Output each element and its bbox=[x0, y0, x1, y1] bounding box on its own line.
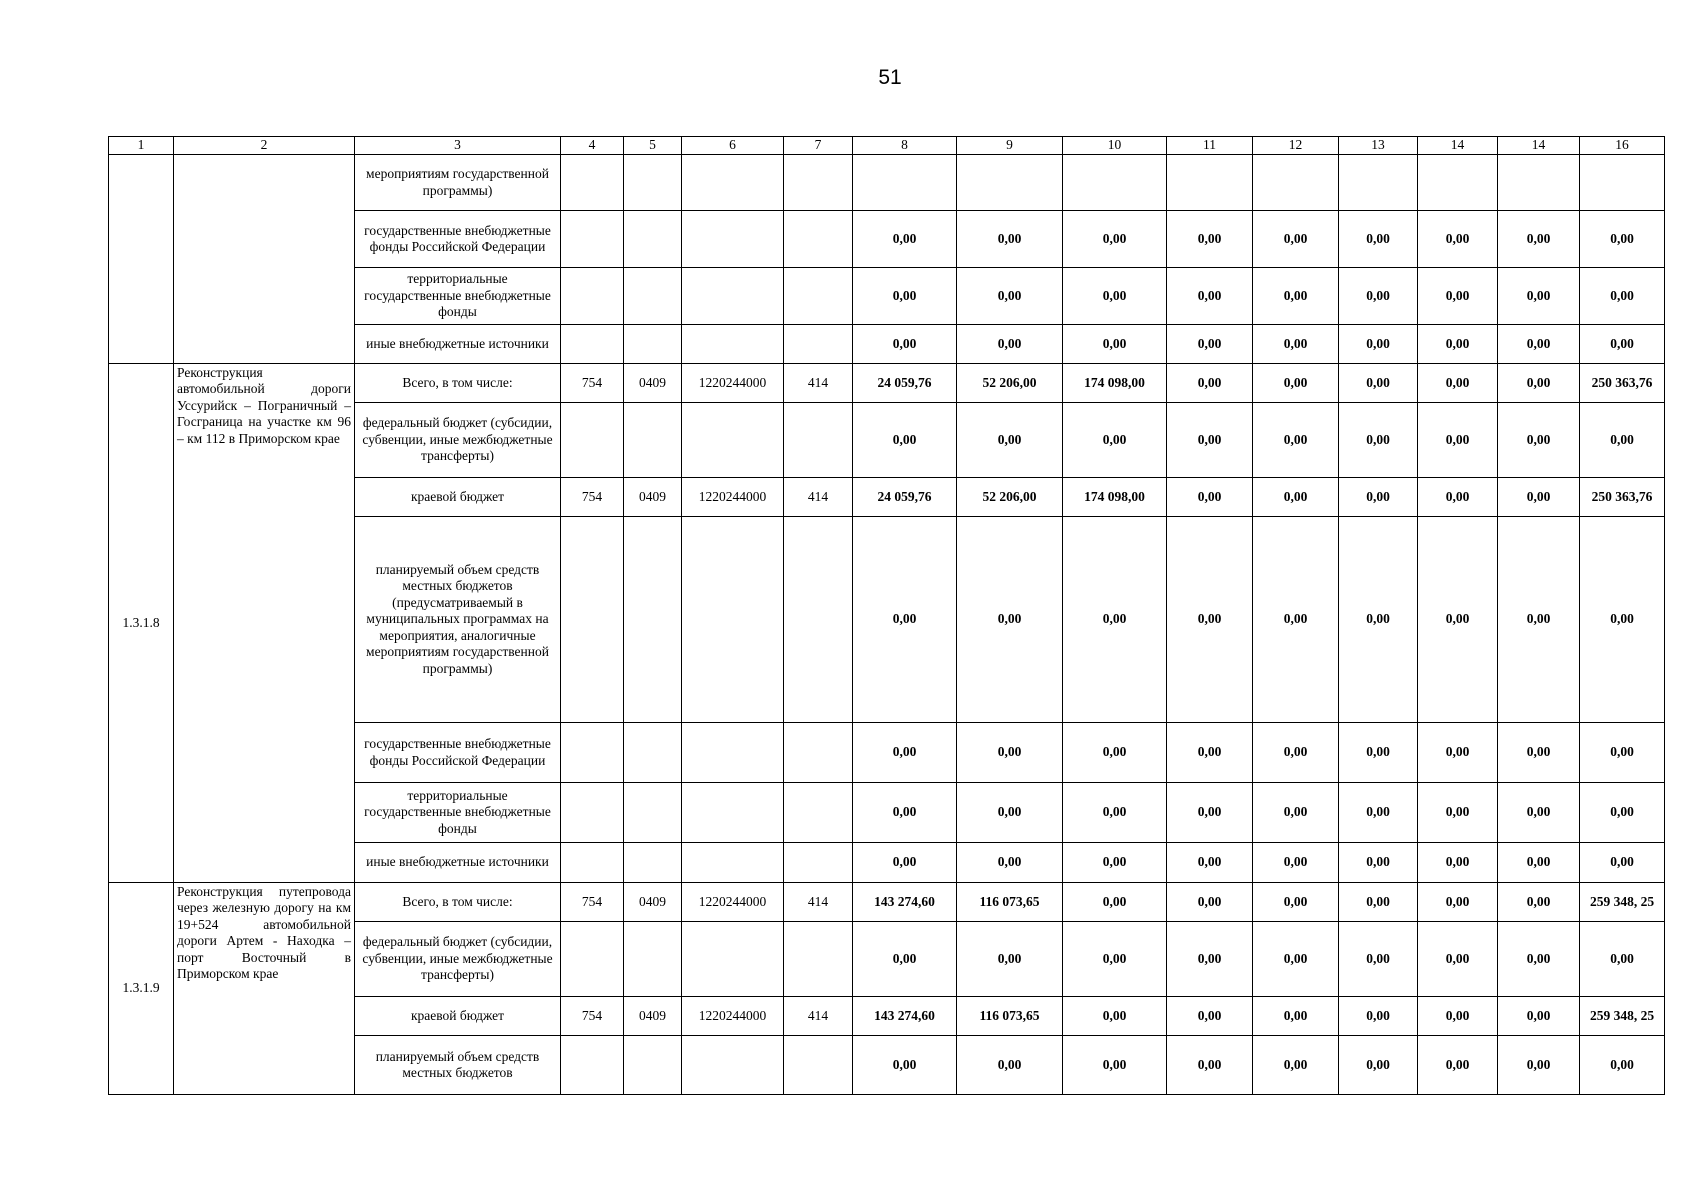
value-cell: 0,00 bbox=[1253, 517, 1339, 723]
code-cell: 754 bbox=[561, 883, 624, 922]
value-cell: 0,00 bbox=[1418, 268, 1498, 325]
value-cell: 0,00 bbox=[1339, 783, 1418, 843]
value-cell: 0,00 bbox=[853, 843, 957, 883]
column-header: 3 bbox=[355, 137, 561, 155]
value-cell: 0,00 bbox=[1580, 517, 1665, 723]
value-cell: 0,00 bbox=[1580, 403, 1665, 478]
value-cell: 0,00 bbox=[1498, 478, 1580, 517]
column-header: 6 bbox=[682, 137, 784, 155]
value-cell: 174 098,00 bbox=[1063, 478, 1167, 517]
value-cell: 0,00 bbox=[1167, 364, 1253, 403]
value-cell: 0,00 bbox=[1498, 1036, 1580, 1095]
value-cell: 0,00 bbox=[1339, 922, 1418, 997]
value-cell: 0,00 bbox=[853, 783, 957, 843]
value-cell: 0,00 bbox=[1418, 883, 1498, 922]
value-cell: 250 363,76 bbox=[1580, 364, 1665, 403]
code-cell: 1220244000 bbox=[682, 883, 784, 922]
value-cell: 0,00 bbox=[1498, 364, 1580, 403]
value-cell: 0,00 bbox=[957, 1036, 1063, 1095]
value-cell: 0,00 bbox=[853, 517, 957, 723]
funding-source: Всего, в том числе: bbox=[355, 364, 561, 403]
funding-source: территориальные государственные внебюджетные фонды bbox=[355, 268, 561, 325]
value-cell: 0,00 bbox=[1167, 997, 1253, 1036]
value-cell: 0,00 bbox=[1063, 403, 1167, 478]
value-cell: 0,00 bbox=[957, 723, 1063, 783]
column-header: 8 bbox=[853, 137, 957, 155]
value-cell: 0,00 bbox=[957, 325, 1063, 364]
value-cell: 0,00 bbox=[1339, 211, 1418, 268]
code-cell: 1220244000 bbox=[682, 364, 784, 403]
column-header: 7 bbox=[784, 137, 853, 155]
value-cell: 0,00 bbox=[1498, 268, 1580, 325]
value-cell: 52 206,00 bbox=[957, 478, 1063, 517]
value-cell: 0,00 bbox=[1498, 723, 1580, 783]
value-cell: 24 059,76 bbox=[853, 364, 957, 403]
value-cell: 116 073,65 bbox=[957, 883, 1063, 922]
value-cell: 259 348, 25 bbox=[1580, 883, 1665, 922]
table-row bbox=[109, 883, 1665, 922]
value-cell: 0,00 bbox=[1167, 1036, 1253, 1095]
funding-source: территориальные государственные внебюджетные фонды bbox=[355, 783, 561, 843]
value-cell: 0,00 bbox=[1167, 883, 1253, 922]
value-cell: 143 274,60 bbox=[853, 997, 957, 1036]
value-cell: 0,00 bbox=[1253, 1036, 1339, 1095]
value-cell: 0,00 bbox=[1498, 403, 1580, 478]
value-cell: 0,00 bbox=[1580, 1036, 1665, 1095]
code-cell: 754 bbox=[561, 364, 624, 403]
value-cell: 0,00 bbox=[1580, 922, 1665, 997]
value-cell: 0,00 bbox=[957, 211, 1063, 268]
value-cell: 0,00 bbox=[957, 783, 1063, 843]
funding-source: федеральный бюджет (субсидии, субвенции, иные межбюджетные трансферты) bbox=[355, 403, 561, 478]
code-cell: 414 bbox=[784, 997, 853, 1036]
value-cell: 0,00 bbox=[853, 211, 957, 268]
value-cell: 0,00 bbox=[1253, 211, 1339, 268]
value-cell: 143 274,60 bbox=[853, 883, 957, 922]
value-cell: 0,00 bbox=[1498, 211, 1580, 268]
value-cell: 0,00 bbox=[1498, 922, 1580, 997]
value-cell: 0,00 bbox=[1063, 783, 1167, 843]
value-cell: 0,00 bbox=[1418, 783, 1498, 843]
code-cell: 414 bbox=[784, 478, 853, 517]
funding-source: иные внебюджетные источники bbox=[355, 843, 561, 883]
value-cell: 0,00 bbox=[1339, 268, 1418, 325]
value-cell: 0,00 bbox=[853, 922, 957, 997]
value-cell: 0,00 bbox=[1253, 325, 1339, 364]
value-cell: 0,00 bbox=[1167, 268, 1253, 325]
value-cell: 0,00 bbox=[1580, 325, 1665, 364]
code-cell: 0409 bbox=[624, 883, 682, 922]
column-header: 11 bbox=[1167, 137, 1253, 155]
value-cell: 0,00 bbox=[957, 843, 1063, 883]
column-header: 9 bbox=[957, 137, 1063, 155]
value-cell: 0,00 bbox=[1498, 883, 1580, 922]
funding-source: мероприятиям государственной программы) bbox=[355, 155, 561, 211]
column-header: 2 bbox=[174, 137, 355, 155]
value-cell: 116 073,65 bbox=[957, 997, 1063, 1036]
value-cell: 0,00 bbox=[1167, 325, 1253, 364]
value-cell: 0,00 bbox=[1498, 783, 1580, 843]
value-cell: 24 059,76 bbox=[853, 478, 957, 517]
value-cell: 0,00 bbox=[1063, 517, 1167, 723]
code-cell: 0409 bbox=[624, 478, 682, 517]
value-cell: 0,00 bbox=[1253, 364, 1339, 403]
value-cell: 0,00 bbox=[1063, 843, 1167, 883]
value-cell: 0,00 bbox=[957, 268, 1063, 325]
funding-source: планируемый объем средств местных бюджетов bbox=[355, 1036, 561, 1095]
value-cell: 0,00 bbox=[1063, 325, 1167, 364]
value-cell: 0,00 bbox=[1339, 997, 1418, 1036]
value-cell: 0,00 bbox=[1063, 1036, 1167, 1095]
value-cell: 0,00 bbox=[957, 922, 1063, 997]
value-cell: 0,00 bbox=[1580, 268, 1665, 325]
value-cell: 0,00 bbox=[1063, 883, 1167, 922]
column-header: 10 bbox=[1063, 137, 1167, 155]
value-cell: 0,00 bbox=[1580, 723, 1665, 783]
funding-source: краевой бюджет bbox=[355, 478, 561, 517]
value-cell: 0,00 bbox=[1339, 403, 1418, 478]
value-cell: 52 206,00 bbox=[957, 364, 1063, 403]
value-cell: 0,00 bbox=[1418, 723, 1498, 783]
value-cell: 0,00 bbox=[1063, 211, 1167, 268]
value-cell: 174 098,00 bbox=[1063, 364, 1167, 403]
value-cell: 0,00 bbox=[1418, 403, 1498, 478]
funding-source: государственные внебюджетные фонды Российской Федерации bbox=[355, 211, 561, 268]
column-header: 14 bbox=[1498, 137, 1580, 155]
code-cell: 1220244000 bbox=[682, 478, 784, 517]
code-cell: 754 bbox=[561, 997, 624, 1036]
value-cell: 0,00 bbox=[1253, 268, 1339, 325]
column-header: 5 bbox=[624, 137, 682, 155]
value-cell: 0,00 bbox=[1418, 211, 1498, 268]
value-cell: 0,00 bbox=[853, 403, 957, 478]
column-header: 13 bbox=[1339, 137, 1418, 155]
code-cell: 1220244000 bbox=[682, 997, 784, 1036]
value-cell: 0,00 bbox=[1418, 843, 1498, 883]
code-cell: 414 bbox=[784, 364, 853, 403]
header-row bbox=[109, 137, 1665, 155]
column-header: 14 bbox=[1418, 137, 1498, 155]
value-cell: 0,00 bbox=[853, 723, 957, 783]
value-cell: 0,00 bbox=[1167, 403, 1253, 478]
value-cell: 259 348, 25 bbox=[1580, 997, 1665, 1036]
code-cell: 414 bbox=[784, 883, 853, 922]
value-cell: 0,00 bbox=[1339, 883, 1418, 922]
value-cell: 0,00 bbox=[1418, 517, 1498, 723]
name-cell bbox=[174, 155, 355, 364]
value-cell: 0,00 bbox=[957, 517, 1063, 723]
value-cell: 0,00 bbox=[1339, 364, 1418, 403]
value-cell: 0,00 bbox=[1498, 843, 1580, 883]
index-cell bbox=[109, 155, 174, 364]
value-cell: 0,00 bbox=[1418, 325, 1498, 364]
value-cell: 0,00 bbox=[1339, 478, 1418, 517]
value-cell: 0,00 bbox=[853, 325, 957, 364]
funding-source: краевой бюджет bbox=[355, 997, 561, 1036]
column-header: 4 bbox=[561, 137, 624, 155]
value-cell: 0,00 bbox=[1339, 723, 1418, 783]
value-cell: 0,00 bbox=[1063, 997, 1167, 1036]
value-cell: 250 363,76 bbox=[1580, 478, 1665, 517]
value-cell: 0,00 bbox=[1498, 997, 1580, 1036]
value-cell: 0,00 bbox=[1339, 843, 1418, 883]
funding-source: федеральный бюджет (субсидии, субвенции, иные межбюджетные трансферты) bbox=[355, 922, 561, 997]
item-index: 1.3.1.8 bbox=[109, 364, 174, 883]
value-cell: 0,00 bbox=[1418, 478, 1498, 517]
item-index: 1.3.1.9 bbox=[109, 883, 174, 1095]
code-cell: 0409 bbox=[624, 997, 682, 1036]
code-cell: 754 bbox=[561, 478, 624, 517]
value-cell: 0,00 bbox=[1063, 268, 1167, 325]
value-cell: 0,00 bbox=[1339, 1036, 1418, 1095]
value-cell: 0,00 bbox=[1498, 325, 1580, 364]
value-cell: 0,00 bbox=[1253, 403, 1339, 478]
table-row bbox=[109, 364, 1665, 403]
item-name: Реконструкция автомобильной дороги Уссурийск – Пограничный – Госграница на участке км 96 – км 112 в Приморском крае bbox=[174, 364, 355, 883]
value-cell: 0,00 bbox=[1063, 922, 1167, 997]
page-number: 51 bbox=[878, 66, 902, 89]
value-cell: 0,00 bbox=[957, 403, 1063, 478]
value-cell: 0,00 bbox=[1253, 922, 1339, 997]
funding-source: иные внебюджетные источники bbox=[355, 325, 561, 364]
column-header: 1 bbox=[109, 137, 174, 155]
value-cell: 0,00 bbox=[1253, 783, 1339, 843]
value-cell: 0,00 bbox=[1418, 1036, 1498, 1095]
value-cell: 0,00 bbox=[1253, 843, 1339, 883]
value-cell: 0,00 bbox=[1167, 922, 1253, 997]
funding-source: государственные внебюджетные фонды Российской Федерации bbox=[355, 723, 561, 783]
value-cell: 0,00 bbox=[1580, 843, 1665, 883]
value-cell: 0,00 bbox=[1253, 997, 1339, 1036]
funding-source: Всего, в том числе: bbox=[355, 883, 561, 922]
value-cell: 0,00 bbox=[1063, 723, 1167, 783]
value-cell: 0,00 bbox=[1253, 478, 1339, 517]
value-cell: 0,00 bbox=[1339, 517, 1418, 723]
value-cell: 0,00 bbox=[1498, 517, 1580, 723]
value-cell: 0,00 bbox=[1339, 325, 1418, 364]
value-cell: 0,00 bbox=[1167, 517, 1253, 723]
column-header: 16 bbox=[1580, 137, 1665, 155]
value-cell: 0,00 bbox=[1580, 211, 1665, 268]
value-cell: 0,00 bbox=[853, 1036, 957, 1095]
funding-source: планируемый объем средств местных бюджетов (предусматриваемый в муниципальных программах на мероприятия, аналогичные мероприятиям государственной программы) bbox=[355, 517, 561, 723]
column-header: 12 bbox=[1253, 137, 1339, 155]
value-cell: 0,00 bbox=[1167, 723, 1253, 783]
value-cell: 0,00 bbox=[1253, 723, 1339, 783]
item-name: Реконструкция путепровода через железную дорогу на км 19+524 автомобильной дороги Артем - Находка – порт Восточный в Приморском крае bbox=[174, 883, 355, 1095]
value-cell: 0,00 bbox=[1167, 843, 1253, 883]
value-cell: 0,00 bbox=[1167, 211, 1253, 268]
value-cell: 0,00 bbox=[1418, 364, 1498, 403]
budget-table bbox=[108, 136, 1665, 1095]
value-cell: 0,00 bbox=[1167, 783, 1253, 843]
value-cell: 0,00 bbox=[1418, 997, 1498, 1036]
code-cell: 0409 bbox=[624, 364, 682, 403]
value-cell: 0,00 bbox=[1253, 883, 1339, 922]
value-cell: 0,00 bbox=[1167, 478, 1253, 517]
value-cell: 0,00 bbox=[1418, 922, 1498, 997]
value-cell: 0,00 bbox=[853, 268, 957, 325]
table-row bbox=[109, 155, 1665, 211]
value-cell: 0,00 bbox=[1580, 783, 1665, 843]
